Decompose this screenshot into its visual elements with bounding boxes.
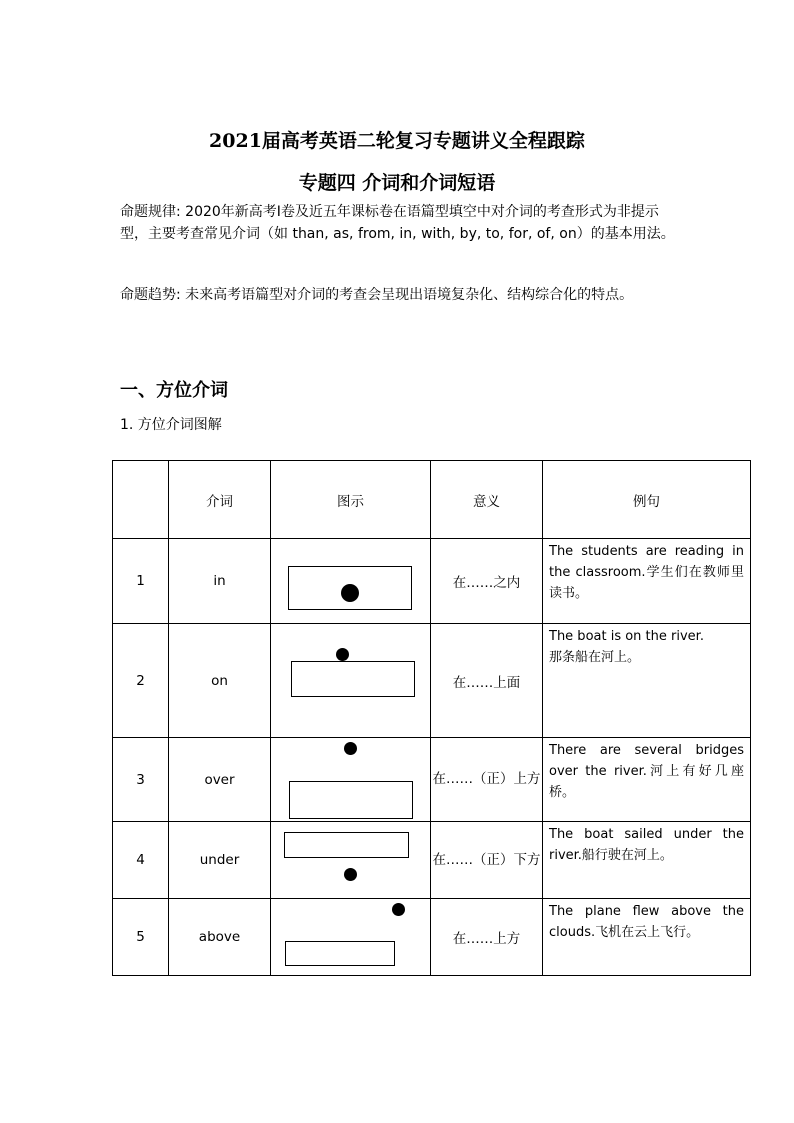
- example-sentence: The boat is on the river. 那条船在河上。: [543, 624, 751, 738]
- diagram-in: [271, 539, 431, 624]
- dot-shape: [392, 903, 405, 916]
- box-shape: [285, 941, 395, 966]
- table-row: [113, 899, 751, 976]
- example-sentence: There are several bridges over the river.河上有好几座桥。: [543, 738, 751, 822]
- diagram-on: [271, 624, 431, 738]
- rule-paragraph: 命题规律: 2020年新高考I卷及近五年课标卷在语篇型填空中对介词的考查形式为非提示型，主要考查常见介词（如 than, as, from, in, with, by, to, for, of, on）的基本用法。: [120, 204, 675, 242]
- header-cell: 图示: [271, 461, 431, 539]
- row-number: 4: [113, 822, 169, 899]
- meaning: 在……之内: [431, 539, 543, 624]
- trend-paragraph: 命题趋势: 未来高考语篇型对介词的考查会呈现出语境复杂化、结构综合化的特点。: [120, 287, 634, 303]
- meaning: 在……上面: [431, 624, 543, 738]
- dot-shape: [344, 742, 357, 755]
- preposition: above: [169, 899, 271, 976]
- box-shape: [291, 661, 415, 697]
- document-subtitle: 专题四 介词和介词短语: [298, 172, 496, 194]
- preposition: under: [169, 822, 271, 899]
- row-number: 2: [113, 624, 169, 738]
- preposition: over: [169, 738, 271, 822]
- diagram-above: [271, 899, 431, 976]
- subsection-heading: 1. 方位介词图解: [120, 417, 222, 433]
- table-row: [113, 539, 751, 624]
- table-header-row: [113, 461, 751, 539]
- example-sentence: The plane flew above the clouds.飞机在云上飞行。: [543, 899, 751, 976]
- example-sentence: The students are reading in the classroom.学生们在教师里读书。: [543, 539, 751, 624]
- preposition: on: [169, 624, 271, 738]
- header-cell: 例句: [543, 461, 751, 539]
- table-row: [113, 624, 751, 738]
- header-cell: 意义: [431, 461, 543, 539]
- document-title: 2021届高考英语二轮复习专题讲义全程跟踪: [209, 130, 585, 152]
- diagram-under: [271, 822, 431, 899]
- preposition-table: [112, 460, 751, 976]
- box-shape: [289, 781, 413, 819]
- diagram-over: [271, 738, 431, 822]
- box-shape: [284, 832, 409, 858]
- dot-shape: [341, 584, 359, 602]
- meaning: 在……上方: [431, 899, 543, 976]
- header-cell: [113, 461, 169, 539]
- section-heading: 一、方位介词: [120, 380, 228, 401]
- header-cell: 介词: [169, 461, 271, 539]
- dot-shape: [344, 868, 357, 881]
- row-number: 1: [113, 539, 169, 624]
- row-number: 3: [113, 738, 169, 822]
- meaning: 在……（正）下方: [431, 822, 543, 899]
- dot-shape: [336, 648, 349, 661]
- table-row: [113, 822, 751, 899]
- meaning: 在……（正）上方: [431, 738, 543, 822]
- preposition: in: [169, 539, 271, 624]
- example-sentence: The boat sailed under the river.船行驶在河上。: [543, 822, 751, 899]
- row-number: 5: [113, 899, 169, 976]
- table-row: [113, 738, 751, 822]
